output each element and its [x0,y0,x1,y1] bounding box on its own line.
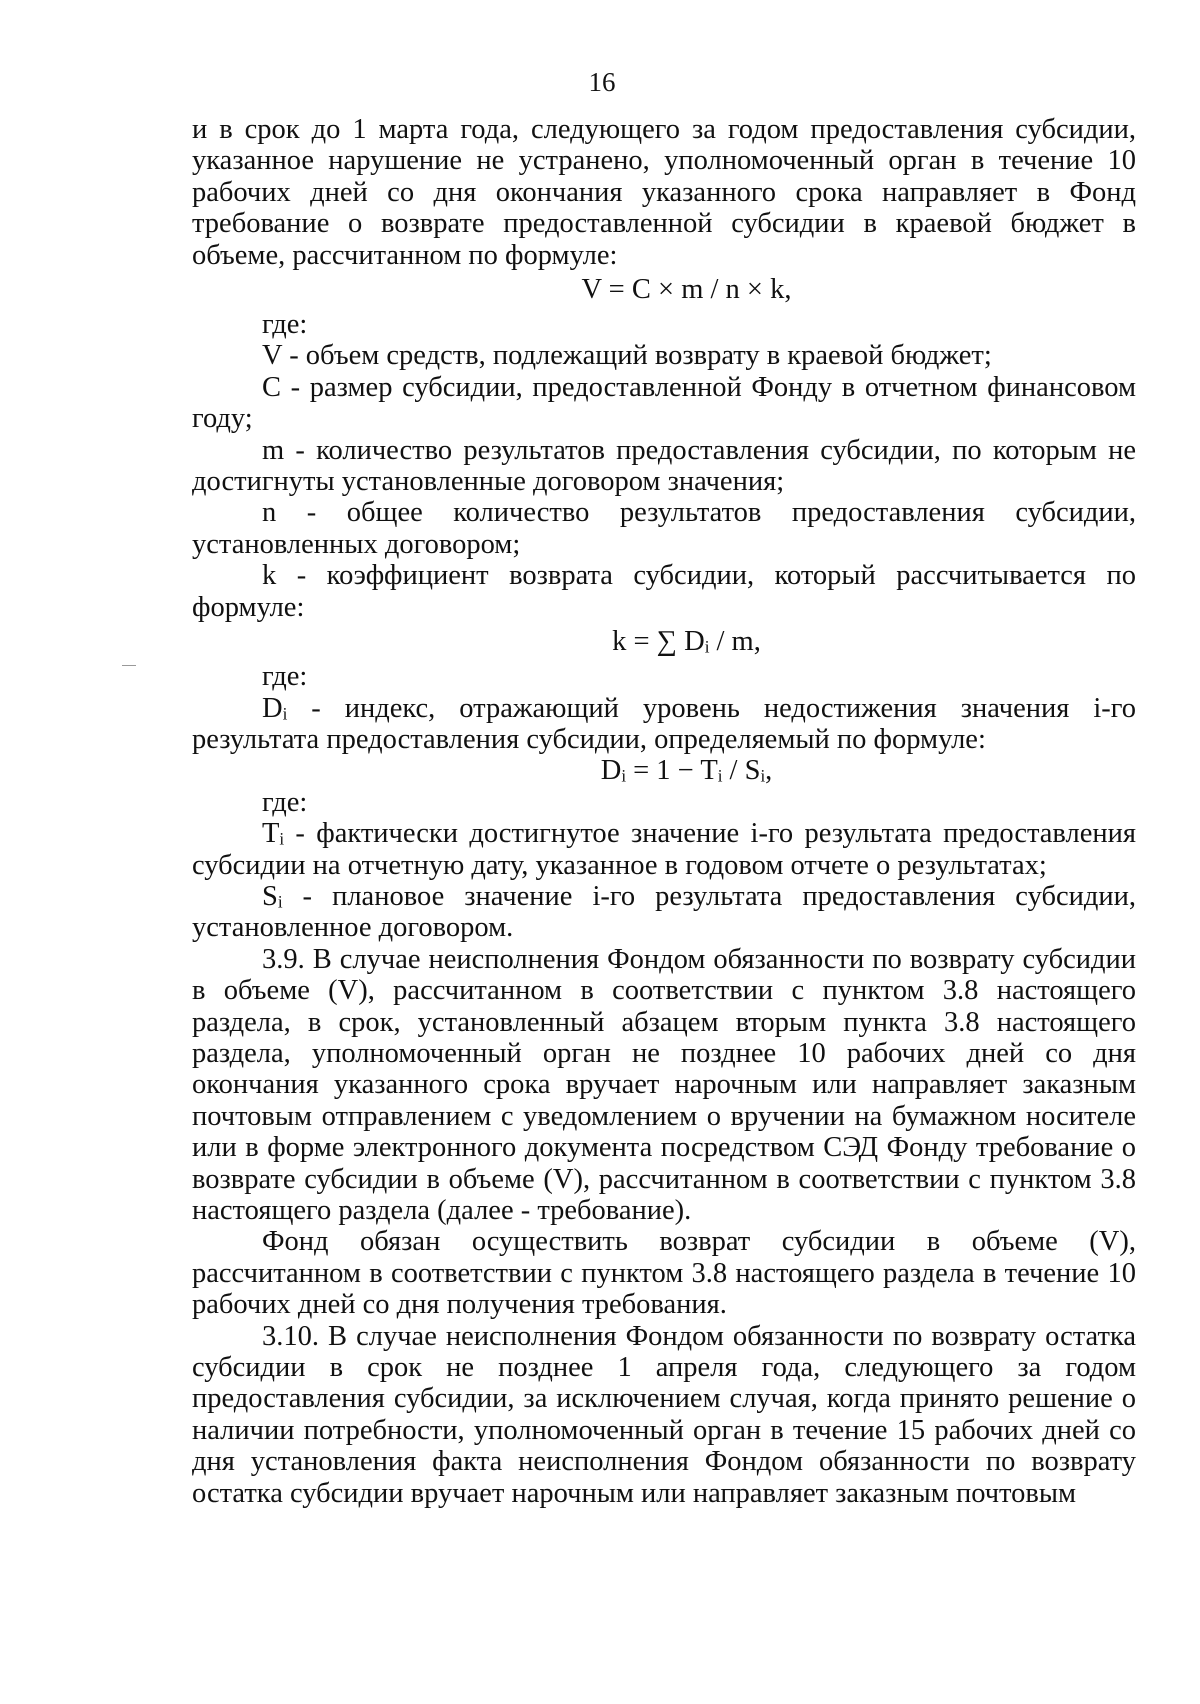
formula-v: V = C × m / n × k, [581,274,792,306]
definition-n: n - общее количество результатов предоставления субсидии, установленных договором; [192,497,1136,560]
where-label: где: [262,661,308,693]
paragraph-3-10: 3.10. В случае неисполнения Фондом обязанности по возврату остатка субсидии в срок не позднее 1 апреля года, следующего за годом предоставления субсидии, за исключением случая, когда принято решение о наличии потребности, уполномоченный орган в течение 15 рабочих дней со дня установления факта неисполнения Фондом обязанности по возврату остатка субсидии вручает нарочным или направляет заказным почтовым [192,1320,1136,1509]
definition-di: Dᵢ - индекс, отражающий уровень недостижения значения i-го результата предоставления субсидии, определяемый по формуле: [192,692,1136,755]
definition-si: Sᵢ - плановое значение i-го результата предоставления субсидии, установленное договором. [192,880,1136,944]
definition-k: k - коэффициент возврата субсидии, который рассчитывается по формуле: [192,560,1136,623]
page-number: 16 [588,67,616,97]
paragraph-continuation: и в срок до 1 марта года, следующего за годом предоставления субсидии, указанное нарушение не устранено, уполномоченный орган в течение 10 рабочих дней со дня окончания указанного срока направляет в Фонд требование о возврате предоставленной субсидии в краевой бюджет в объеме, рассчитанном по формуле: [192,114,1136,271]
where-label: где: [262,309,308,341]
definition-v: V - объем средств, подлежащий возврату в краевой бюджет; [262,340,992,372]
paragraph-3-9: 3.9. В случае неисполнения Фондом обязанности по возврату субсидии в объеме (V), рассчитанном в соответствии с пунктом 3.8 настоящего раздела, в срок, установленный абзацем вторым пункта 3.8 настоящего раздела, уполномоченный орган не позднее 10 рабочих дней со дня окончания указанного срока вручает нарочным или направляет заказным почтовым отправлением с уведомлением о вручении на бумажном носителе или в форме электронного документа посредством СЭД Фонду требование о возврате субсидии в объеме (V), рассчитанном в соответствии с пунктом 3.8 настоящего раздела (далее - требование). [192,943,1136,1226]
scan-artifact [122,665,136,666]
document-body [192,114,1136,1509]
paragraph-fund-obligation: Фонд обязан осуществить возврат субсидии в объеме (V), рассчитанном в соответствии с пунктом 3.8 настоящего раздела в течение 10 рабочих дней со дня получения требования. [192,1226,1136,1321]
where-label: где: [262,786,308,818]
definition-c: C - размер субсидии, предоставленной Фонду в отчетном финансовом году; [192,371,1136,435]
formula-di: Dᵢ = 1 − Tᵢ / Sᵢ, [600,755,773,787]
definition-m: m - количество результатов предоставления субсидии, по которым не достигнуты установленные договором значения; [192,434,1136,498]
formula-k: k = ∑ Dᵢ / m, [612,626,761,658]
definition-ti: Tᵢ - фактически достигнутое значение i-го результата предоставления субсидии на отчетную дату, указанное в годовом отчете о результатах; [192,818,1136,881]
